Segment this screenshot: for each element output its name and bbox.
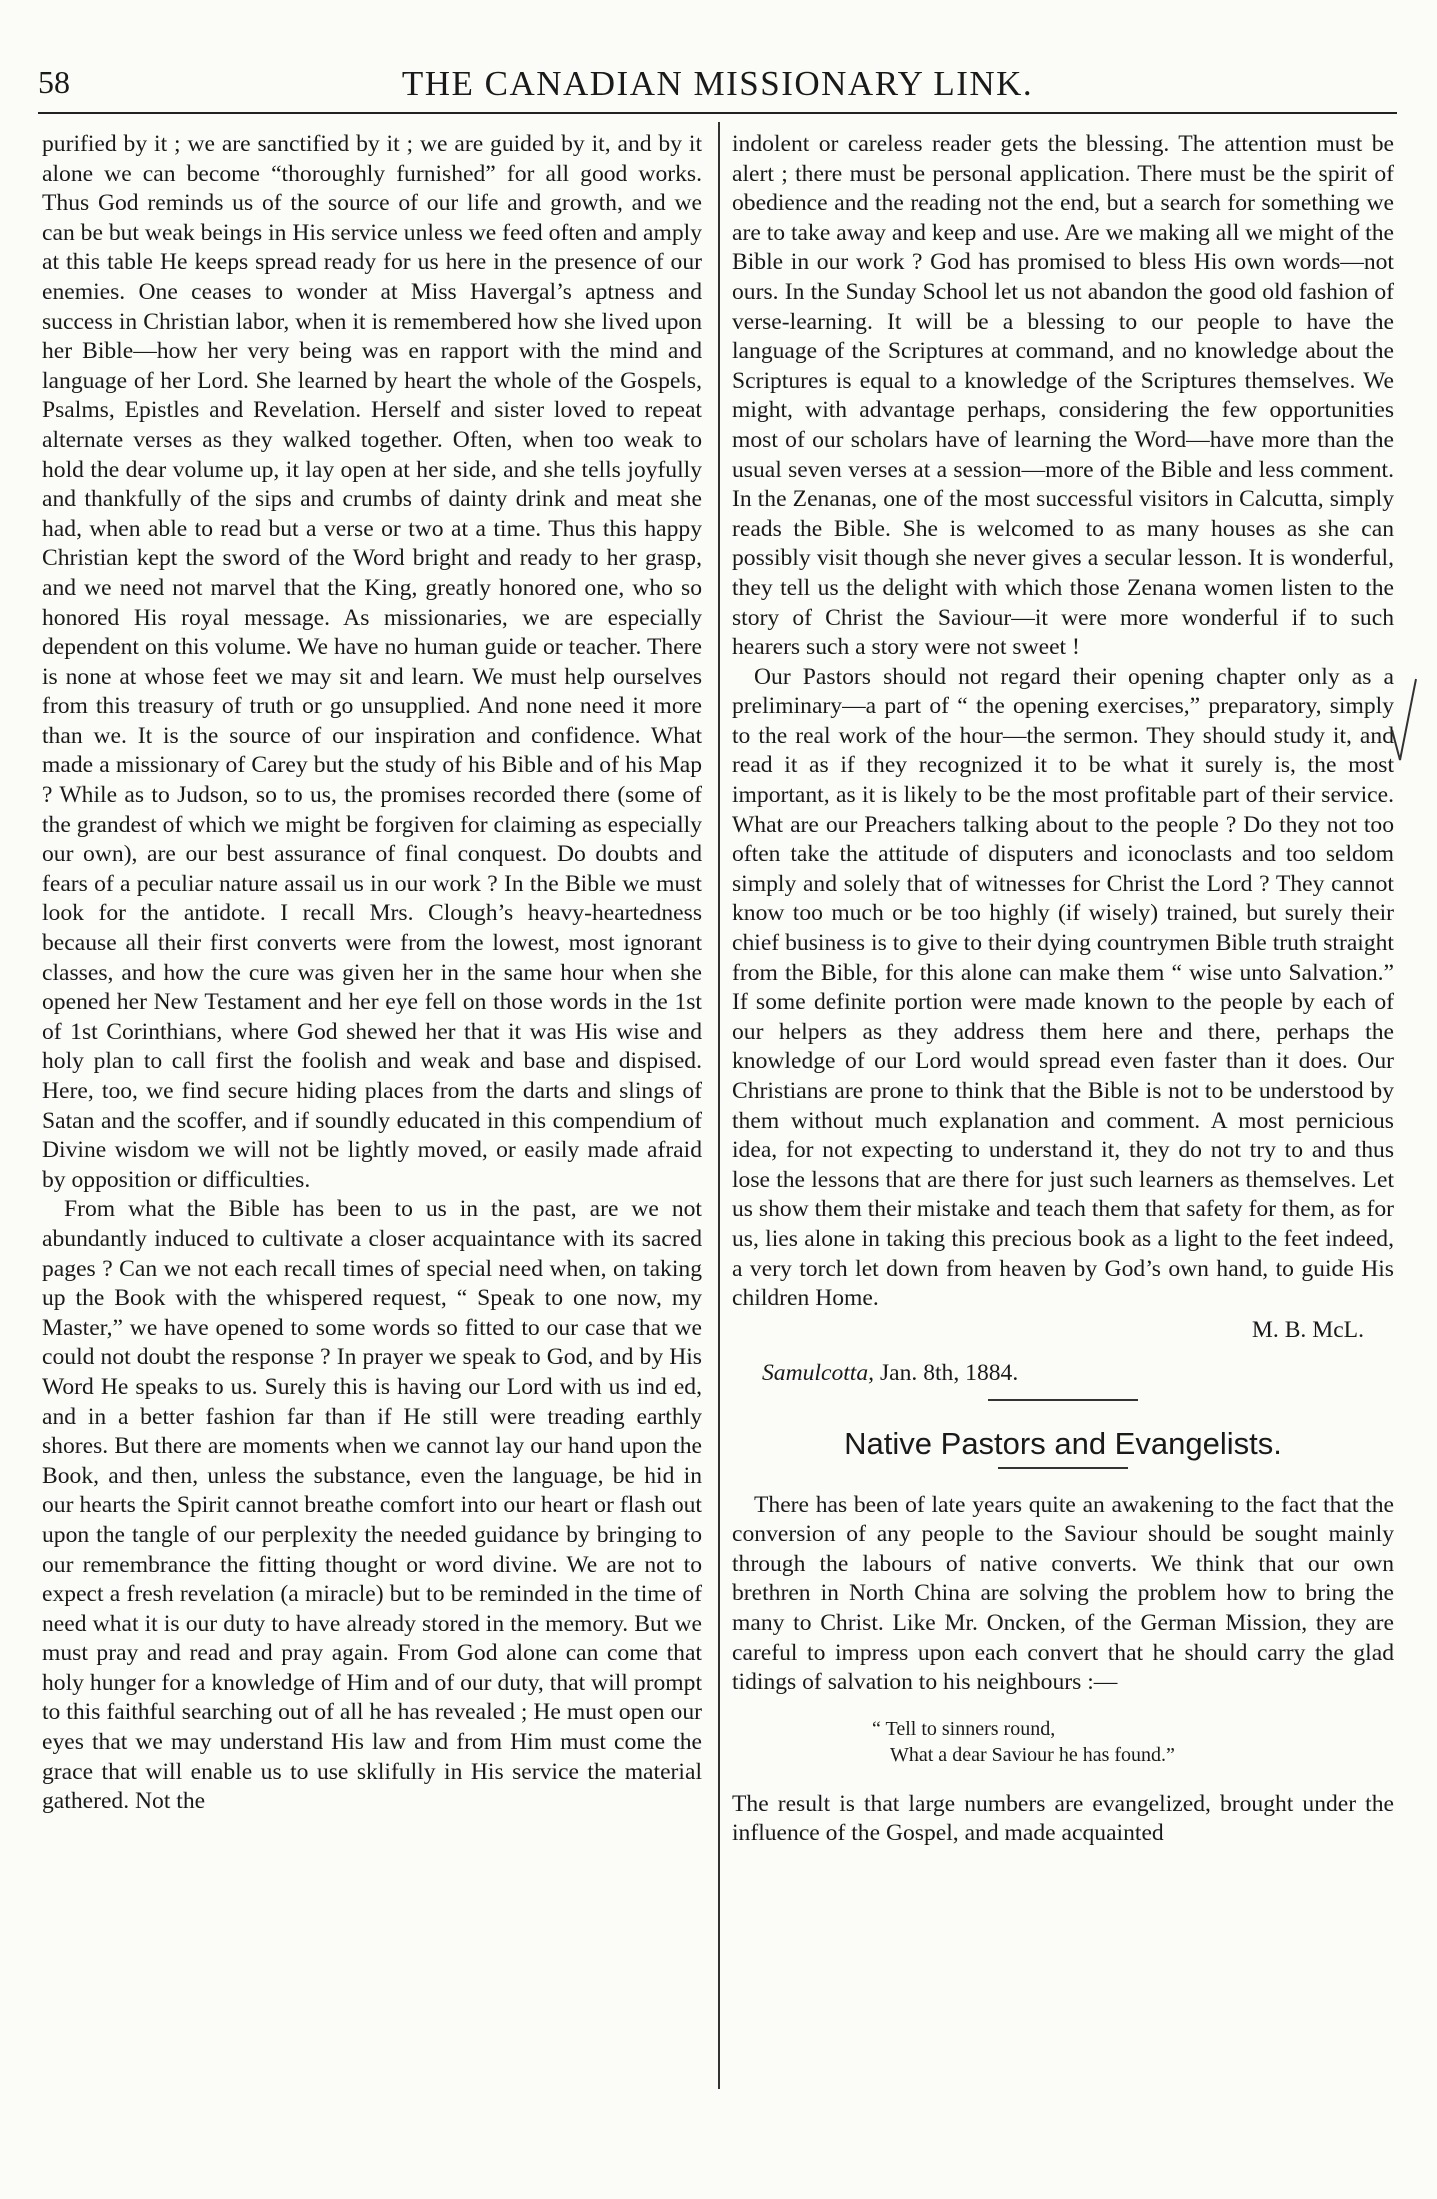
dateline-date: Jan. 8th, 1884.: [874, 1360, 1019, 1387]
dateline-place: Samulcotta,: [762, 1360, 875, 1387]
section-title: Native Pastors and Evangelists.: [844, 1425, 1282, 1461]
section-rule: [988, 1399, 1138, 1401]
author-signature: M. B. McL.: [1251, 1316, 1364, 1343]
poem-line: What a dear Saviour he has found.”: [890, 1743, 1175, 1766]
column-divider: [718, 122, 720, 2089]
right-column: [732, 130, 1394, 1849]
paragraph: indolent or careless reader gets the blessing. The attention must be alert ; there must be personal application. There must be the spirit of obedience and the reading not the end, but a search for something we are to take away and keep and use. Are we making all we might of the Bible in our work ? God has promised to bless His own words—not ours. In the Sunday School let us not abandon the good old fashion of verse-learning. It will be a blessing to our people to have the language of the Scriptures at command, and no knowledge about the Scriptures is equal to a knowledge of the Scriptures themselves. We might, with advantage perhaps, considering the few opportunities most of our scholars have of learning the Word—have more than the usual seven verses at a session—more of the Bible and less comment. In the Zenanas, one of the most successful visitors in Calcutta, simply reads the Bible. She is welcomed to as many houses as she can possibly visit though she never gives a secular lesson. It is wonderful, they tell us the delight with which those Zenana women listen to the story of Christ the Saviour—it were more wonderful if to such hearers such a story were not sweet !: [732, 131, 1394, 661]
margin-check-mark: [1390, 675, 1418, 765]
paragraph: There has been of late years quite an awakening to the fact that the conversion of any people to the Saviour should be sought mainly through the labours of native converts. We think that our own brethren in North China are solving the problem how to bring the many to Christ. Like Mr. Oncken, of the German Mission, they are careful to impress upon each convert that he should carry the glad tidings of salvation to his neighbours :—: [732, 1491, 1394, 1696]
page-number: 58: [38, 64, 70, 100]
paragraph: From what the Bible has been to us in the past, are we not abundantly induced to cultivate a closer acquaintance with its sacred pages ? Can we not each recall times of special need when, on taking up the Book with the whispered request, “ Speak to one now, my Master,” we have opened to some words so fitted to our case that we could not doubt the response ? In prayer we speak to God, and by His Word He speaks to us. Surely this is having our Lord with us ind ed, and in a better fashion far than if He still were treading earthly shores. But there are moments when we cannot lay our hand upon the Book, and then, unless the substance, even the language, be hid in our hearts the Spirit cannot breathe comfort into our heart or flash out upon the tangle of our perplexity the needed guidance by bringing to our remembrance the fitting thought or word divine. We are not to expect a fresh revelation (a miracle) but to be reminded in the time of need what it is our duty to have already stored in the memory. But we must pray and read and pray again. From God alone can come that holy hunger for a knowledge of Him and of our duty, that will prompt to this faithful searching out of all he has revealed ; He must open our eyes that we may understand His law and from Him must come the grace that will enable us to use sklifully in His service the material gathered. Not the: [42, 1196, 702, 1815]
poem-line: “ Tell to sinners round,: [872, 1717, 1056, 1740]
running-title: THE CANADIAN MISSIONARY LINK.: [401, 64, 1034, 103]
page-header: [38, 58, 1397, 114]
section-title-rule: [998, 1467, 1128, 1469]
paragraph: Our Pastors should not regard their opening chapter only as a preliminary—a part of “ the opening exercises,” preparatory, simply to the real work of the hour—the sermon. They should study it, and read it as if they recognized it to be what it surely is, the most important, as it is likely to be the most profitable part of their service. What are our Preachers talking about to the people ? Do they not too often take the attitude of disputers and iconoclasts and too seldom simply and solely that of witnesses for Christ the Lord ? They cannot know too much or be too highly (if wisely) trained, but surely their chief business is to give to their dying countrymen Bible truth straight from the Bible, for this alone can make them “ wise unto Salvation.” If some definite portion were made known to the people by each of our helpers as they address them here and there, perhaps the knowledge of our Lord would spread even faster than it does. Our Christians are prone to think that the Bible is not to be understood by them without much explanation and comment. A most pernicious idea, for not expecting to understand it, they do not try to and thus lose the lessons that are there for just such learners as themselves. Let us show them their mistake and teach them that safety for them, as for us, lies alone in taking this precious book as a light to the feet indeed, a very torch let down from heaven by God’s own hand, to guide His children Home.: [732, 663, 1394, 1312]
paragraph: purified by it ; we are sanctified by it ; we are guided by it, and by it alone we can become “thoroughly furnished” for all good works. Thus God reminds us of the source of our life and growth, and we can be but weak beings in His service unless we feed often and amply at this table He keeps spread ready for us here in the presence of our enemies. One ceases to wonder at Miss Havergal’s aptness and success in Christian labor, when it is remembered how she lived upon her Bible—how her very being was en rapport with the mind and language of her Lord. She learned by heart the whole of the Gospels, Psalms, Epistles and Revelation. Herself and sister loved to repeat alternate verses as they walked together. Often, when too weak to hold the dear volume up, it lay open at her side, and she tells joyfully and thankfully of the sips and crumbs of dainty drink and meat she had, when able to read but a verse or two at a time. Thus this happy Christian kept the sword of the Word bright and ready to her grasp, and we need not marvel that the King, greatly honored one, who so honored His royal message. As missionaries, we are especially dependent on this volume. We have no human guide or teacher. There is none at whose feet we may sit and learn. We must help ourselves from this treasury of truth or go unsupplied. And none need it more than we. It is the source of our inspiration and confidence. What made a missionary of Carey but the study of his Bible and of his Map ? While as to Judson, so to us, the promises recorded there (some of the grandest of which we might be forgiven for claiming as especially our own), are our best assurance of final conquest. Do doubts and fears of a peculiar nature assail us in our work ? In the Bible we must look for the antidote. I recall Mrs. Clough’s heavy-heartedness because all their first converts were from the lowest, most ignorant classes, and how the cure was given her in the same hour when she opened her New Testament and her eye fell on those words in the 1st of 1st Corinthians, where God shewed her that it was His wise and holy plan to call first the foolish and weak and base and dispised. Here, too, we find secure hiding places from the darts and slings of Satan and the scoffer, and if soundly educated in this compendium of Divine wisdom we will not be lightly moved, or easily made afraid by opposition or difficulties.: [42, 131, 702, 1193]
header-rule: [38, 112, 1397, 114]
poem-quote: [872, 1716, 1394, 1768]
dateline: [762, 1359, 1394, 1389]
left-column: [42, 130, 702, 1817]
paragraph: The result is that large numbers are evangelized, brought under the influence of the Gospel, and made acquainted: [732, 1790, 1394, 1847]
